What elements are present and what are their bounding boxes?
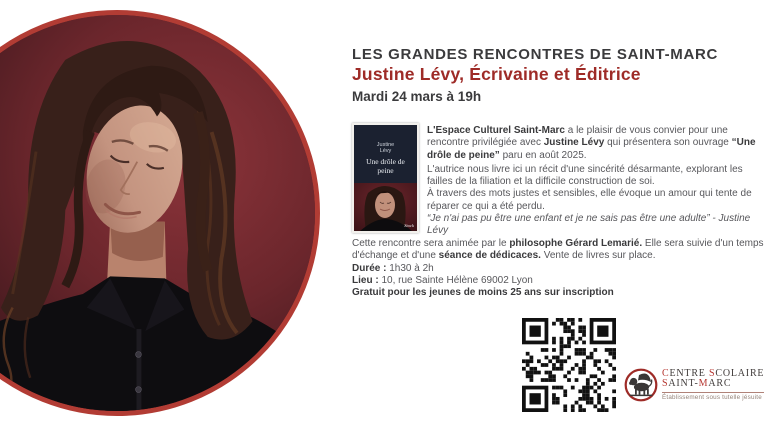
school-logo [624,368,764,402]
details-block [352,238,766,299]
free-admission-note: Gratuit pour les jeunes de moins 25 ans sur inscription [352,287,614,299]
book-cover [352,123,419,233]
description-line-2: À travers des mots justes et sensibles, elle évoque un amour qui tente de réparer ce qui a été perdu. [427,188,752,212]
school-name-line-1: CENTRE SCOLAIRE [662,367,765,379]
speaker-portrait-illustration [0,15,315,411]
book-title: Une drôle de peine [366,157,405,175]
qr-code [522,318,616,412]
school-name-line-2: SAINT-MARC [662,378,732,390]
book-author: Justine Lévy [376,142,395,154]
school-logo-text [662,369,764,402]
moderator-paragraph: Cette rencontre sera animée par le philosophe Gérard Lemarié. Elle sera suivie d'un temps d'échange et d'une séance de dédicaces. Vente de livres sur place. [352,238,764,262]
intro-paragraph: L'Espace Culturel Saint-Marc a le plaisir de vous convier pour une rencontre privilégiée avec Justine Lévy qui présentera son ouvrage “Une drôle de peine” paru en août 2025. [427,125,756,161]
school-tagline: Établissement sous tutelle jésuite [662,392,764,402]
location-line: Lieu : 10, rue Sainte Hélène 69002 Lyon [352,274,533,286]
intro-column [427,125,768,238]
book-publisher: Stock [404,223,414,228]
duration-line: Durée : 1h30 à 2h [352,262,434,274]
author-quote: “Je n'ai pas pu être une enfant et je ne sais pas être une adulte” - Justine Lévy [427,213,751,237]
event-series-title: LES GRANDES RENCONTRES DE SAINT-MARC [352,46,719,63]
description-line-1: L'autrice nous livre ici un récit d'une sincérité désarmante, explorant les failles de la filiation et la difficile construction de soi. [427,163,743,188]
winged-lion-icon [624,368,658,402]
event-datetime: Mardi 24 mars à 19h [352,89,482,104]
event-title: Justine Lévy, Écrivaine et Éditrice [352,64,641,84]
book-cover-inner [354,125,417,231]
speaker-photo [0,10,320,416]
